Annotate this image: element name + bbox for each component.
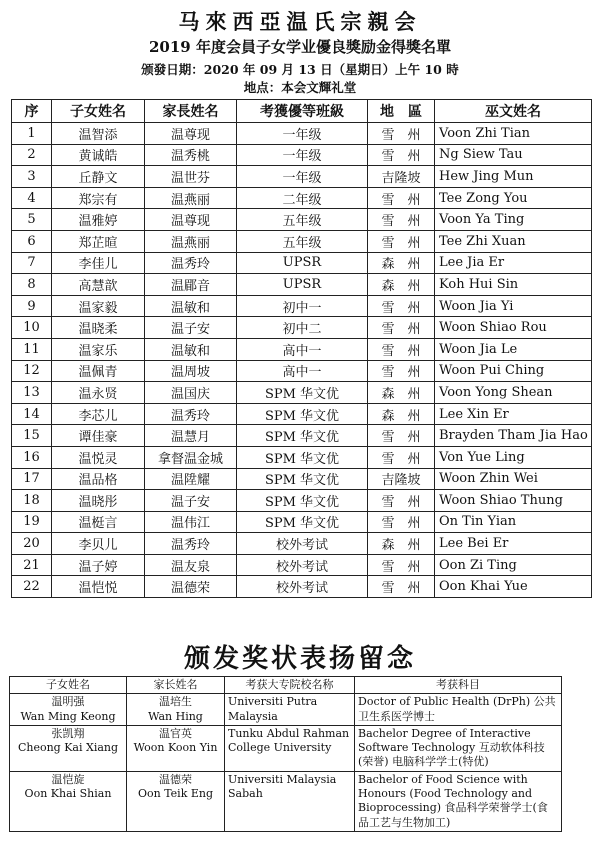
child-name: 李贝儿 <box>52 533 145 555</box>
achievement-level: 一年级 <box>237 144 368 166</box>
table-row <box>12 274 592 296</box>
region: 森 州 <box>368 403 435 425</box>
award-parent-name-cn: 温培生 <box>159 695 192 709</box>
award-column-header: 家长姓名 <box>127 677 225 694</box>
award-child-name-en: Cheong Kai Xiang <box>17 741 119 755</box>
table-row <box>12 425 592 447</box>
child-name: 温佩青 <box>52 360 145 382</box>
row-number: 18 <box>12 490 52 512</box>
parent-name: 温德荣 <box>145 576 237 598</box>
table-row <box>12 123 592 145</box>
award-child-name-cn: 温恺旋 <box>51 772 85 786</box>
table-row <box>12 295 592 317</box>
achievement-level: SPM 华文优 <box>237 490 368 512</box>
malay-name: Koh Hui Sin <box>435 274 592 296</box>
region: 森 州 <box>368 382 435 404</box>
parent-name: 拿督温金城 <box>145 446 237 468</box>
child-name: 李芯儿 <box>52 403 145 425</box>
malay-name: Hew Jing Mun <box>435 166 592 188</box>
malay-name: Voon Zhi Tian <box>435 123 592 145</box>
achievement-level: 高中一 <box>237 338 368 360</box>
row-number: 20 <box>12 533 52 555</box>
achievement-level: 初中二 <box>237 317 368 339</box>
page-title: 马來西亞温氏宗親会 <box>178 9 422 34</box>
achievement-level: UPSR <box>237 274 368 296</box>
region: 雪 州 <box>368 209 435 231</box>
achievement-level: 校外考试 <box>237 554 368 576</box>
row-number: 2 <box>12 144 52 166</box>
malay-name: Oon Zi Ting <box>435 554 592 576</box>
parent-name: 温周坡 <box>145 360 237 382</box>
achievement-level: 五年级 <box>237 230 368 252</box>
malay-name: Ng Siew Tau <box>435 144 592 166</box>
table-row <box>12 403 592 425</box>
parent-name: 温秀玲 <box>145 533 237 555</box>
table-row <box>12 576 592 598</box>
row-number: 22 <box>12 576 52 598</box>
achievement-level: SPM 华文优 <box>237 446 368 468</box>
award-subject: Doctor of Public Health (DrPh) 公共卫生系医学博士 <box>358 695 556 723</box>
child-name: 温恺悦 <box>52 576 145 598</box>
row-number: 9 <box>12 295 52 317</box>
table-row <box>12 490 592 512</box>
row-number: 14 <box>12 403 52 425</box>
child-name: 温雅婷 <box>52 209 145 231</box>
award-subject-cell <box>355 771 562 831</box>
column-header: 地 區 <box>368 100 435 123</box>
region: 雪 州 <box>368 187 435 209</box>
table-row <box>12 338 592 360</box>
malay-name: Tee Zhi Xuan <box>435 230 592 252</box>
award-parent-name-en: Wan Hing <box>148 709 203 723</box>
malay-name: Woon Jia Yi <box>435 295 592 317</box>
region: 雪 州 <box>368 425 435 447</box>
award-header-row <box>10 677 562 694</box>
table-body <box>12 123 592 598</box>
region: 雪 州 <box>368 123 435 145</box>
child-name: 郑芷暄 <box>52 230 145 252</box>
award-school-cell <box>225 694 355 726</box>
parent-name: 温秀玲 <box>145 403 237 425</box>
region: 雪 州 <box>368 360 435 382</box>
parent-name: 温尊现 <box>145 123 237 145</box>
award-section-title: 颁发奖状表扬留念 <box>183 644 416 674</box>
malay-name: On Tin Yian <box>435 511 592 533</box>
region: 雪 州 <box>368 295 435 317</box>
achievement-level: SPM 华文优 <box>237 382 368 404</box>
region: 吉隆坡 <box>368 468 435 490</box>
child-name: 谭佳豪 <box>52 425 145 447</box>
row-number: 16 <box>12 446 52 468</box>
child-name: 温智添 <box>52 123 145 145</box>
achievement-level: 初中一 <box>237 295 368 317</box>
child-name: 郑宗有 <box>52 187 145 209</box>
child-name: 温永贤 <box>52 382 145 404</box>
award-child-name-cn: 张凯翔 <box>51 726 85 740</box>
award-row <box>10 694 562 726</box>
award-row <box>10 725 562 771</box>
achievement-level: 高中一 <box>237 360 368 382</box>
row-number: 1 <box>12 123 52 145</box>
row-number: 4 <box>12 187 52 209</box>
parent-name: 温慧月 <box>145 425 237 447</box>
award-subject: Bachelor Degree of Interactive Software Technology 互动软体科技(荣誉) 电脑科学学士(特优) <box>358 726 545 769</box>
child-name: 温悦灵 <box>52 446 145 468</box>
row-number: 3 <box>12 166 52 188</box>
row-number: 21 <box>12 554 52 576</box>
child-name: 黄诚皓 <box>52 144 145 166</box>
award-subject: Bachelor of Food Science with Honours (Food Technology and Bioprocessing) 食品科学荣誉学士(食品工艺与生物加工) <box>358 772 548 829</box>
award-table <box>9 676 562 832</box>
child-name: 丘静文 <box>52 166 145 188</box>
award-parent-name-cn: 温德荣 <box>159 772 192 786</box>
malay-name: Voon Ya Ting <box>435 209 592 231</box>
child-name: 温家毅 <box>52 295 145 317</box>
parent-name: 温子安 <box>145 317 237 339</box>
region: 森 州 <box>368 252 435 274</box>
malay-name: Woon Pui Ching <box>435 360 592 382</box>
award-row <box>10 771 562 831</box>
region: 雪 州 <box>368 554 435 576</box>
child-name: 温晓柔 <box>52 317 145 339</box>
child-name: 李佳儿 <box>52 252 145 274</box>
column-header: 巫文姓名 <box>435 100 592 123</box>
malay-name: Woon Shiao Thung <box>435 490 592 512</box>
award-parent-cell <box>127 771 225 831</box>
row-number: 15 <box>12 425 52 447</box>
malay-name: Voon Yong Shean <box>435 382 592 404</box>
achievement-level: 二年级 <box>237 187 368 209</box>
parent-name: 温尊现 <box>145 209 237 231</box>
table-row <box>12 511 592 533</box>
parent-name: 温敏和 <box>145 338 237 360</box>
achievement-level: 一年级 <box>237 166 368 188</box>
table-row <box>12 360 592 382</box>
child-name: 温梃言 <box>52 511 145 533</box>
achievement-level: SPM 华文优 <box>237 403 368 425</box>
malay-name: Brayden Tham Jia Hao <box>435 425 592 447</box>
parent-name: 温伟江 <box>145 511 237 533</box>
malay-name: Tee Zong You <box>435 187 592 209</box>
region: 雪 州 <box>368 511 435 533</box>
malay-name: Lee Bei Er <box>435 533 592 555</box>
table-row <box>12 252 592 274</box>
award-child-name-en: Oon Khai Shian <box>24 787 112 801</box>
row-number: 10 <box>12 317 52 339</box>
region: 雪 州 <box>368 446 435 468</box>
award-column-header: 考获大专院校名称 <box>225 677 355 694</box>
award-school: Universiti Malaysia Sabah <box>228 772 337 801</box>
malay-name: Lee Jia Er <box>435 252 592 274</box>
parent-name: 温秀玲 <box>145 252 237 274</box>
child-name: 温家乐 <box>52 338 145 360</box>
row-number: 13 <box>12 382 52 404</box>
parent-name: 温子安 <box>145 490 237 512</box>
region: 雪 州 <box>368 490 435 512</box>
parent-name: 温友泉 <box>145 554 237 576</box>
child-name: 温子婷 <box>52 554 145 576</box>
parent-name: 温秀桃 <box>145 144 237 166</box>
malay-name: Woon Shiao Rou <box>435 317 592 339</box>
region: 森 州 <box>368 274 435 296</box>
award-parent-cell <box>127 694 225 726</box>
parent-name: 温燕丽 <box>145 187 237 209</box>
region: 雪 州 <box>368 338 435 360</box>
table-row <box>12 446 592 468</box>
award-school-cell <box>225 725 355 771</box>
table-row <box>12 317 592 339</box>
table-row <box>12 382 592 404</box>
region: 雪 州 <box>368 317 435 339</box>
column-header: 家長姓名 <box>145 100 237 123</box>
award-parent-name-cn: 温官英 <box>159 726 192 740</box>
achievement-level: 校外考试 <box>237 533 368 555</box>
region: 森 州 <box>368 533 435 555</box>
table-row <box>12 468 592 490</box>
row-number: 17 <box>12 468 52 490</box>
column-header: 考獲優等班級 <box>237 100 368 123</box>
child-name: 温品格 <box>52 468 145 490</box>
region: 雪 州 <box>368 144 435 166</box>
column-header: 子女姓名 <box>52 100 145 123</box>
table-row <box>12 554 592 576</box>
date-line: 颁發日期：2020 年 09 月 13 日（星期日）上午 10 時 <box>141 62 459 77</box>
table-header-row <box>12 100 592 123</box>
award-child-name-en: Wan Ming Keong <box>20 709 116 723</box>
achievement-level: UPSR <box>237 252 368 274</box>
parent-name: 温燕丽 <box>145 230 237 252</box>
page-subtitle: 2019 年度会員子女学业優良獎励金得獎名單 <box>149 38 451 56</box>
award-school-cell <box>225 771 355 831</box>
award-child-name-cn: 温明强 <box>51 695 85 709</box>
row-number: 6 <box>12 230 52 252</box>
award-subject-cell <box>355 725 562 771</box>
parent-name: 温世芬 <box>145 166 237 188</box>
achievement-level: SPM 华文优 <box>237 511 368 533</box>
award-parent-name-en: Woon Koon Yin <box>133 741 218 755</box>
table-row <box>12 144 592 166</box>
table-row <box>12 166 592 188</box>
row-number: 8 <box>12 274 52 296</box>
region: 吉隆坡 <box>368 166 435 188</box>
parent-name: 温郿音 <box>145 274 237 296</box>
award-child-cell <box>10 771 127 831</box>
award-child-cell <box>10 725 127 771</box>
malay-name: Lee Xin Er <box>435 403 592 425</box>
malay-name: Von Yue Ling <box>435 446 592 468</box>
achievement-level: 一年级 <box>237 123 368 145</box>
venue-line: 地点：本会文輝礼堂 <box>243 80 357 95</box>
award-school: Universiti Putra Malaysia <box>228 695 318 723</box>
table-row <box>12 187 592 209</box>
table-row <box>12 230 592 252</box>
parent-name: 温陞耀 <box>145 468 237 490</box>
recipients-table <box>11 99 592 598</box>
award-column-header: 子女姓名 <box>10 677 127 694</box>
row-number: 7 <box>12 252 52 274</box>
award-parent-cell <box>127 725 225 771</box>
achievement-level: 五年级 <box>237 209 368 231</box>
table-row <box>12 209 592 231</box>
row-number: 5 <box>12 209 52 231</box>
column-header: 序 <box>12 100 52 123</box>
achievement-level: 校外考试 <box>237 576 368 598</box>
table-row <box>12 533 592 555</box>
award-school: Tunku Abdul Rahman College University <box>228 726 350 755</box>
award-table-body <box>10 694 562 832</box>
parent-name: 温敏和 <box>145 295 237 317</box>
child-name: 温晓彤 <box>52 490 145 512</box>
row-number: 19 <box>12 511 52 533</box>
region: 雪 州 <box>368 230 435 252</box>
award-child-cell <box>10 694 127 726</box>
award-column-header: 考获科目 <box>355 677 562 694</box>
achievement-level: SPM 华文优 <box>237 425 368 447</box>
malay-name: Woon Zhin Wei <box>435 468 592 490</box>
parent-name: 温国庆 <box>145 382 237 404</box>
award-parent-name-en: Oon Teik Eng <box>137 787 214 801</box>
region: 雪 州 <box>368 576 435 598</box>
award-subject-cell <box>355 694 562 726</box>
malay-name: Woon Jia Le <box>435 338 592 360</box>
row-number: 11 <box>12 338 52 360</box>
row-number: 12 <box>12 360 52 382</box>
achievement-level: SPM 华文优 <box>237 468 368 490</box>
malay-name: Oon Khai Yue <box>435 576 592 598</box>
child-name: 高慧歆 <box>52 274 145 296</box>
